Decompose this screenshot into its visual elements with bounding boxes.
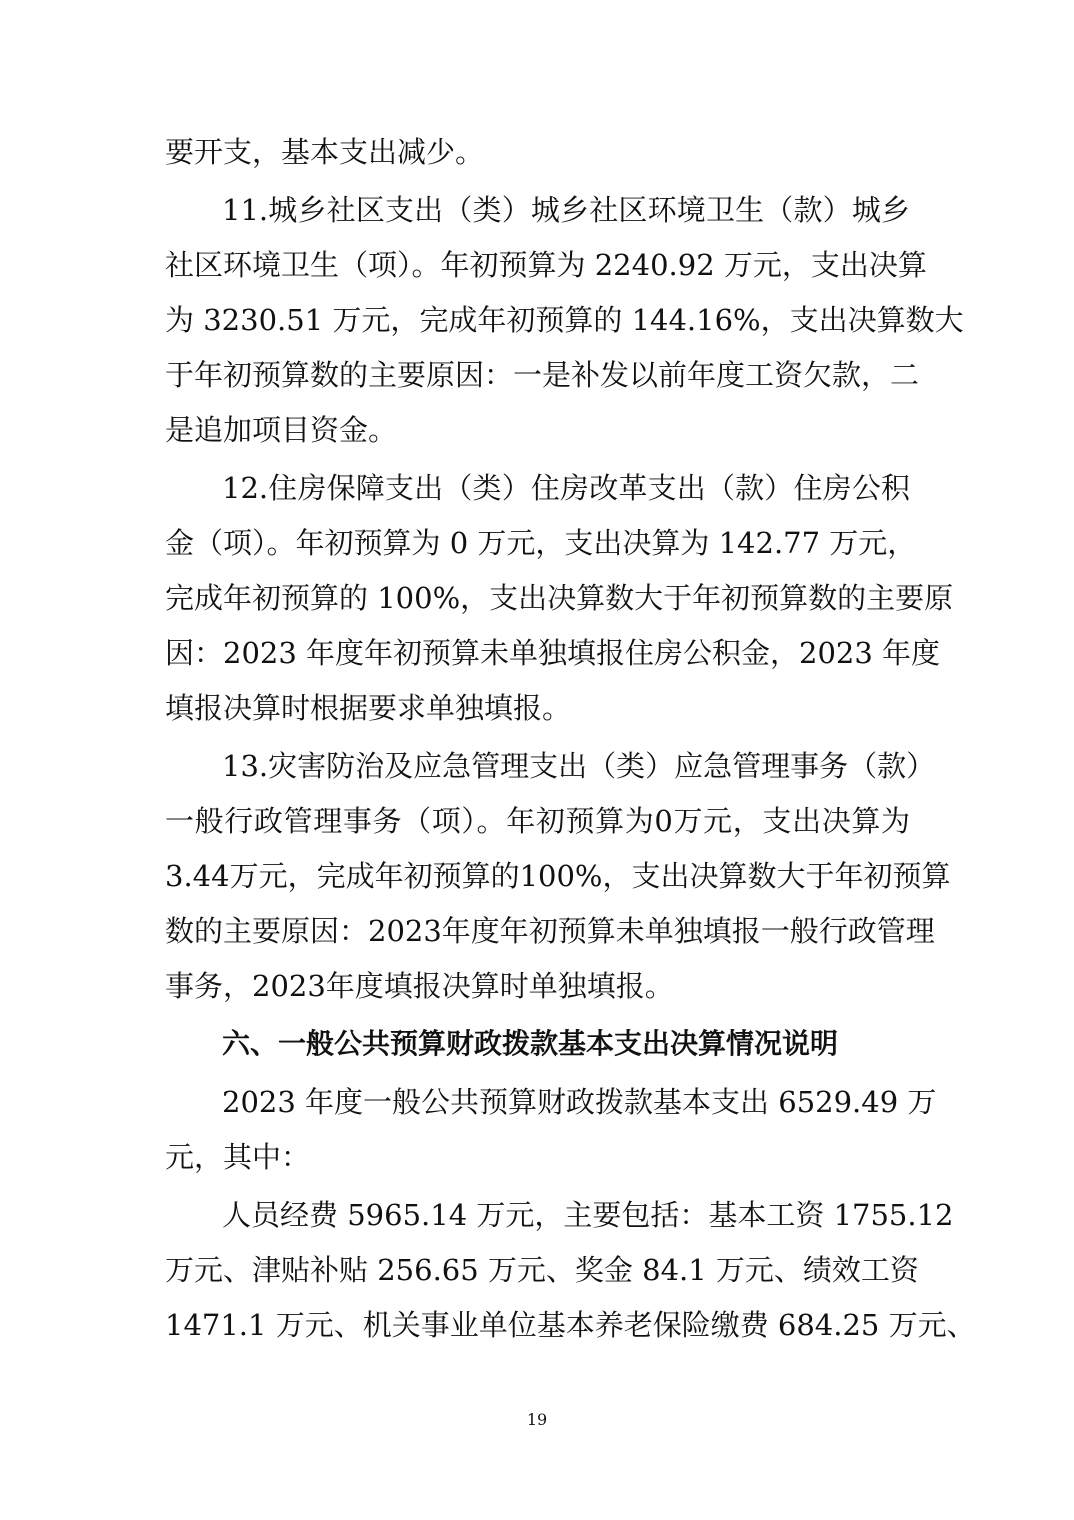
paragraph-line: 13.灾害防治及应急管理支出（类）应急管理事务（款） <box>222 749 936 783</box>
paragraph-line: 金（项）。年初预算为 0 万元，支出决算为 142.77 万元， <box>165 526 917 560</box>
paragraph-line: 完成年初预算的 100%，支出决算数大于年初预算数的主要原 <box>165 581 954 615</box>
paragraph-line: 为 3230.51 万元，完成年初预算的 144.16%，支出决算数大 <box>165 303 964 337</box>
paragraph-line: 11.城乡社区支出（类）城乡社区环境卫生（款）城乡 <box>222 193 910 227</box>
page-number: 19 <box>526 1410 548 1429</box>
paragraph-line: 2023 年度一般公共预算财政拨款基本支出 6529.49 万 <box>222 1085 937 1119</box>
paragraph-line: 填报决算时根据要求单独填报。 <box>165 691 572 725</box>
paragraph-line: 1471.1 万元、机关事业单位基本养老保险缴费 684.25 万元、 <box>165 1308 976 1342</box>
section-heading: 六、一般公共预算财政拨款基本支出决算情况说明 <box>222 1027 839 1060</box>
paragraph-line: 社区环境卫生（项）。年初预算为 2240.92 万元，支出决算 <box>165 248 927 282</box>
paragraph-line: 3.44万元，完成年初预算的100%，支出决算数大于年初预算 <box>165 859 951 893</box>
paragraph-line: 万元、津贴补贴 256.65 万元、奖金 84.1 万元、绩效工资 <box>165 1253 919 1287</box>
paragraph-line: 要开支，基本支出减少。 <box>165 135 485 169</box>
paragraph-line: 是追加项目资金。 <box>165 413 398 447</box>
paragraph-line: 数的主要原因：2023年度年初预算未单独填报一般行政管理 <box>165 914 935 948</box>
paragraph-line: 人员经费 5965.14 万元，主要包括：基本工资 1755.12 <box>222 1198 954 1232</box>
paragraph-line: 12.住房保障支出（类）住房改革支出（款）住房公积 <box>222 471 910 505</box>
paragraph-line: 元，其中： <box>165 1140 311 1174</box>
paragraph-line: 因：2023 年度年初预算未单独填报住房公积金，2023 年度 <box>165 636 941 670</box>
paragraph-line: 事务，2023年度填报决算时单独填报。 <box>165 969 674 1003</box>
paragraph-line: 一般行政管理事务（项）。年初预算为0万元，支出决算为 <box>165 804 910 838</box>
paragraph-line: 于年初预算数的主要原因：一是补发以前年度工资欠款，二 <box>165 358 920 392</box>
